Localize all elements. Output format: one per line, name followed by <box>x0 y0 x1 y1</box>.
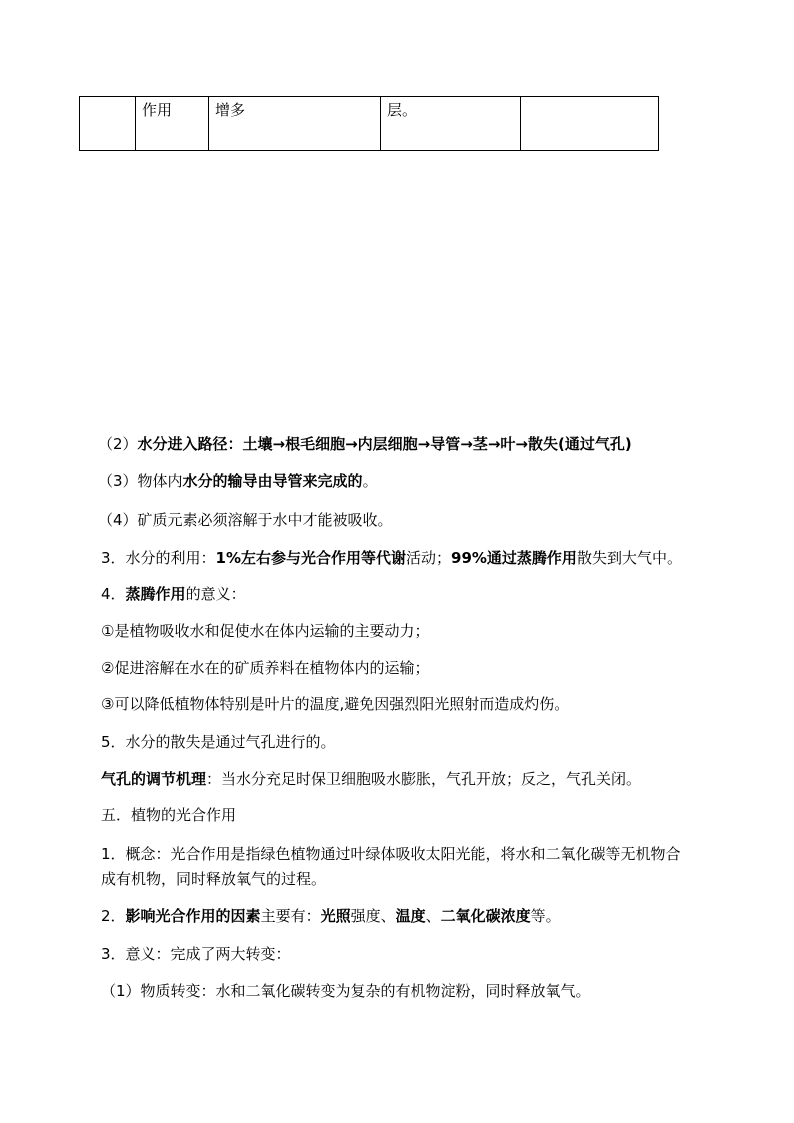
text-run: （2） <box>98 435 138 453</box>
paragraph-water-path <box>98 433 632 455</box>
paragraph-stomata: 5．水分的散失是通过气孔进行的。 <box>101 733 336 751</box>
paragraph-water-transport <box>98 470 378 492</box>
text-run-bold: 1%左右参与光合作用等代谢 <box>215 549 407 567</box>
list-item: ③可以降低植物体特别是叶片的温度,避免因强烈阳光照射而造成灼伤。 <box>101 695 570 713</box>
heading-transpiration-significance <box>101 583 246 605</box>
text-run: 3．水分的利用： <box>101 549 216 567</box>
section-heading: 五．植物的光合作用 <box>101 806 237 824</box>
text-run: 等。 <box>530 907 561 925</box>
text-run: ：当水分充足时保卫细胞吸水膨胀，气孔开放；反之，气孔关闭。 <box>206 770 642 788</box>
text-run-bold: 二氧化碳浓度 <box>440 907 531 925</box>
text-run-bold: 气孔的调节机理 <box>101 770 207 788</box>
text-run: 。 <box>362 472 378 490</box>
paragraph-concept-continued: 成有机物，同时释放氧气的过程。 <box>101 870 327 888</box>
table-cell <box>80 97 136 151</box>
text-run: （3）物体内 <box>98 472 183 490</box>
text-run: 4． <box>101 585 126 603</box>
text-run-bold: 光照 <box>320 907 351 925</box>
paragraph-concept: 1．概念：光合作用是指绿色植物通过叶绿体吸收太阳光能，将水和二氧化碳等无机物合 <box>101 845 681 863</box>
text-run: 主要有： <box>260 907 321 925</box>
paragraph-stomata-mechanism <box>101 768 641 790</box>
text-run-bold: 99%通过蒸腾作用 <box>451 549 577 567</box>
table-fragment <box>79 96 659 151</box>
list-item: ①是植物吸收水和促使水在体内运输的主要动力； <box>101 622 430 640</box>
text-run-bold: 影响光合作用的因素 <box>125 907 261 925</box>
list-item: ②促进溶解在水在的矿质养料在植物体内的运输； <box>101 659 430 677</box>
paragraph-factors <box>101 905 561 927</box>
table-cell: 层。 <box>381 97 521 151</box>
text-run-bold: 水分的输导由导管来完成的 <box>182 472 363 490</box>
text-run: 、 <box>425 907 441 925</box>
table-cell <box>521 97 659 151</box>
text-run-bold: 水分进入路径：土壤→根毛细胞→内层细胞→导管→茎→叶→散失(通过气孔) <box>137 435 632 453</box>
paragraph-material-change: （1）物质转变：水和二氧化碳转变为复杂的有机物淀粉，同时释放氧气。 <box>101 982 591 1000</box>
table-cell: 增多 <box>209 97 381 151</box>
text-run: 的意义： <box>185 585 246 603</box>
text-run: 散失到大气中。 <box>576 549 682 567</box>
text-run: 强度、 <box>350 907 396 925</box>
table-cell: 作用 <box>136 97 209 151</box>
paragraph-water-use <box>101 547 682 569</box>
paragraph-minerals: （4）矿质元素必须溶解于水中才能被吸收。 <box>98 511 393 529</box>
text-run-bold: 温度 <box>395 907 426 925</box>
text-run: 2． <box>101 907 126 925</box>
text-run: 活动； <box>406 549 452 567</box>
table-row <box>80 97 659 151</box>
paragraph-significance: 3．意义：完成了两大转变： <box>101 945 291 963</box>
text-run-bold: 蒸腾作用 <box>125 585 186 603</box>
